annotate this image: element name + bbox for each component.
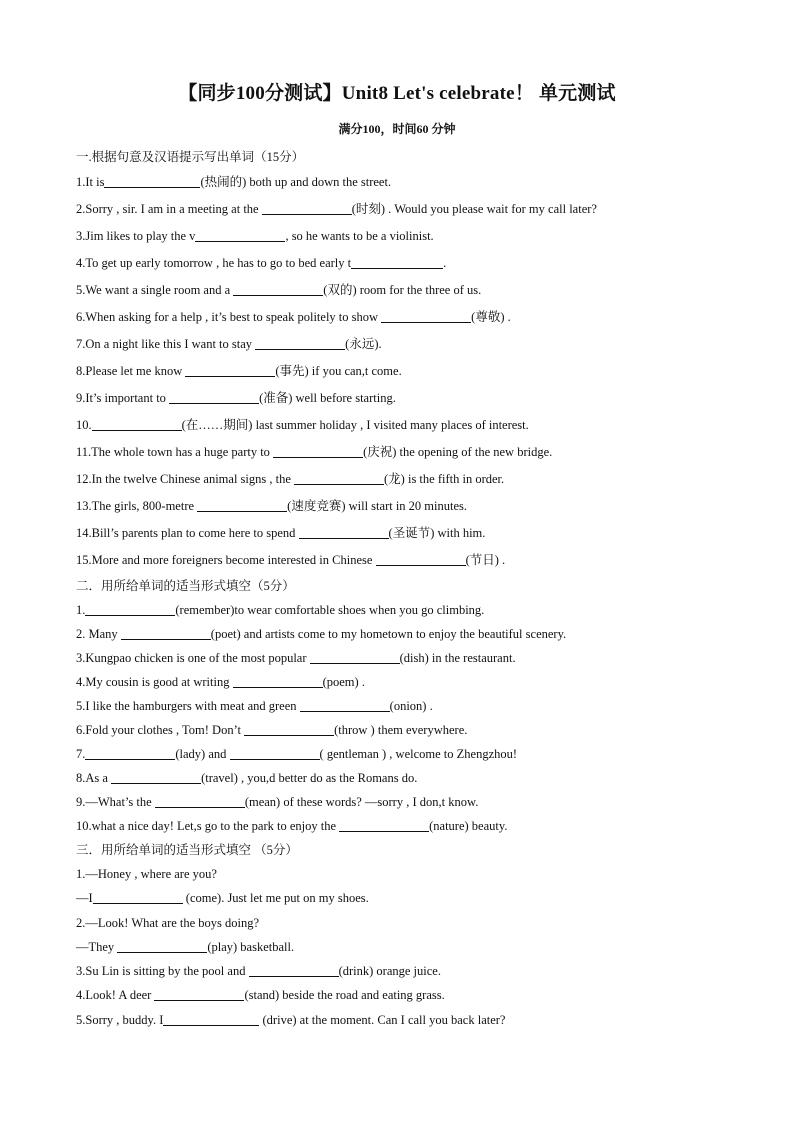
page-subtitle: 满分100，时间60 分钟 — [338, 122, 456, 136]
answer-blank[interactable] — [233, 283, 323, 296]
question-line: 9.It’s important to (准备) well before starting. — [76, 391, 396, 405]
question-line: 10.what a nice day! Let,s go to the park to enjoy the (nature) beauty. — [76, 819, 508, 833]
question-line: 5.Sorry , buddy. I (drive) at the moment. Can I call you back later? — [76, 1012, 506, 1027]
answer-blank[interactable] — [255, 337, 345, 350]
answer-blank[interactable] — [299, 526, 389, 539]
question-line: 5.I like the hamburgers with meat and green (onion) . — [76, 699, 433, 713]
question-line: 9.—What’s the (mean) of these words? —sorry , I don,t know. — [76, 795, 479, 809]
question-line: 1.—Honey , where are you? — [76, 867, 217, 881]
answer-blank[interactable] — [155, 795, 245, 808]
question-line: 6.Fold your clothes , Tom! Don’t (throw ) them everywhere. — [76, 723, 468, 737]
question-line: 3.Jim likes to play the v , so he wants to be a violinist. — [76, 229, 434, 243]
answer-blank[interactable] — [249, 964, 339, 977]
question-line: 3.Kungpao chicken is one of the most popular (dish) in the restaurant. — [76, 651, 516, 665]
page-title: 【同步100分测试】Unit8 Let's celebrate！ 单元测试 — [178, 83, 616, 104]
answer-blank[interactable] — [195, 229, 285, 242]
question-line: 5.We want a single room and a (双的) room for the three of us. — [76, 283, 482, 297]
question-line: 1. (remember)to wear comfortable shoes when you go climbing. — [76, 603, 485, 617]
question-line: 12.In the twelve Chinese animal signs , the (龙) is the fifth in order. — [76, 472, 505, 486]
question-line: 4.To get up early tomorrow , he has to go to bed early t . — [76, 256, 447, 270]
answer-blank[interactable] — [92, 418, 182, 431]
question-line: 8.As a (travel) , you,d better do as the Romans do. — [76, 771, 418, 785]
answer-blank[interactable] — [381, 310, 471, 323]
question-line: —They (play) basketball. — [76, 939, 295, 954]
answer-blank[interactable] — [310, 651, 400, 664]
answer-blank[interactable] — [300, 699, 390, 712]
question-line: 2.—Look! What are the boys doing? — [76, 915, 260, 930]
answer-blank[interactable] — [163, 1013, 259, 1026]
question-line: 14.Bill’s parents plan to come here to spend (圣诞节) with him. — [76, 526, 486, 540]
question-line: 2.Sorry , sir. I am in a meeting at the (时刻) . Would you please wait for my call later? — [76, 202, 597, 216]
answer-blank[interactable] — [339, 819, 429, 832]
answer-blank[interactable] — [185, 364, 275, 377]
section-2 — [76, 574, 726, 838]
answer-blank[interactable] — [197, 499, 287, 512]
answer-blank[interactable] — [85, 603, 175, 616]
answer-blank[interactable] — [233, 675, 323, 688]
section-1-heading: 一.根据句意及汉语提示写出单词（15分） — [76, 150, 305, 164]
answer-blank[interactable] — [104, 175, 200, 188]
question-line: 7.On a night like this I want to stay (永远). — [76, 337, 382, 351]
section-2-heading: 二．用所给单词的适当形式填空（5分） — [76, 579, 295, 593]
section-1 — [76, 145, 726, 574]
worksheet-content — [76, 145, 726, 1032]
answer-blank[interactable] — [294, 472, 384, 485]
answer-blank[interactable] — [117, 940, 207, 953]
answer-blank[interactable] — [121, 627, 211, 640]
question-line: 15.More and more foreigners become interested in Chinese (节日) . — [76, 553, 506, 567]
answer-blank[interactable] — [273, 445, 363, 458]
question-line: 11.The whole town has a huge party to (庆祝) the opening of the new bridge. — [76, 445, 553, 459]
answer-blank[interactable] — [85, 747, 175, 760]
section-3-heading: 三．用所给单词的适当形式填空 （5分） — [76, 843, 298, 857]
answer-blank[interactable] — [230, 747, 320, 760]
question-line: —I (come). Just let me put on my shoes. — [76, 891, 369, 906]
question-line: 4.My cousin is good at writing (poem) . — [76, 675, 365, 689]
question-line: 2. Many (poet) and artists come to my hometown to enjoy the beautiful scenery. — [76, 627, 567, 641]
section-3 — [76, 838, 726, 1032]
answer-blank[interactable] — [111, 771, 201, 784]
question-line: 4.Look! A deer (stand) beside the road and eating grass. — [76, 988, 445, 1003]
answer-blank[interactable] — [154, 988, 244, 1001]
question-line: 3.Su Lin is sitting by the pool and (drink) orange juice. — [76, 964, 441, 979]
question-line: 7. (lady) and ( gentleman ) , welcome to Zhengzhou! — [76, 747, 518, 761]
answer-blank[interactable] — [351, 256, 443, 269]
answer-blank[interactable] — [93, 891, 183, 904]
answer-blank[interactable] — [262, 202, 352, 215]
answer-blank[interactable] — [376, 553, 466, 566]
question-line: 6.When asking for a help , it’s best to speak politely to show (尊敬) . — [76, 310, 511, 324]
question-line: 13.The girls, 800-metre (速度竞赛) will start in 20 minutes. — [76, 499, 468, 513]
question-line: 10. (在……期间) last summer holiday , I visited many places of interest. — [76, 418, 529, 432]
answer-blank[interactable] — [244, 723, 334, 736]
question-line: 1.It is (热闹的) both up and down the street. — [76, 175, 392, 189]
answer-blank[interactable] — [169, 391, 259, 404]
question-line: 8.Please let me know (事先) if you can,t come. — [76, 364, 402, 378]
